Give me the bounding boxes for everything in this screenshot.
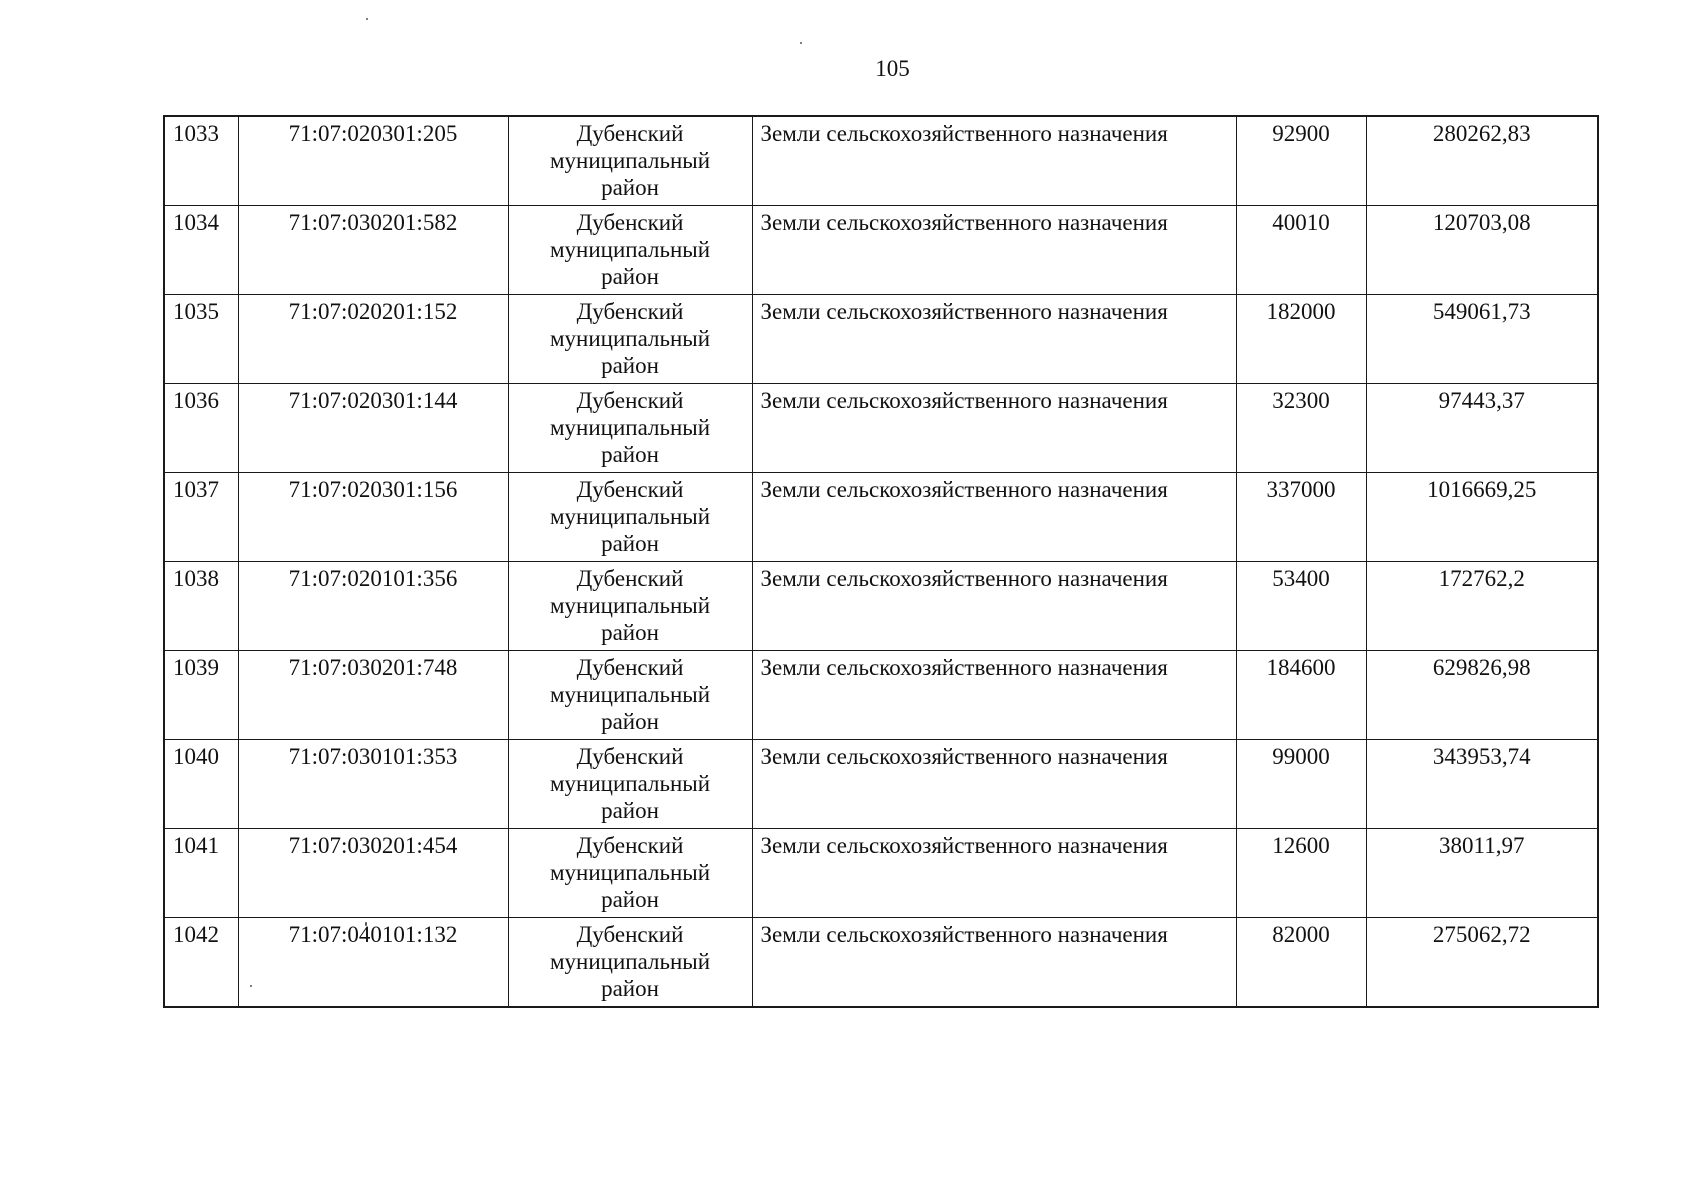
table-row (164, 562, 1598, 651)
table-row (164, 651, 1598, 740)
land-category-cell: Земли сельскохозяйственного назначения (752, 829, 1236, 918)
row-number-cell: 1033 (164, 116, 238, 206)
district-text: Дубенский муниципальный район (549, 833, 711, 912)
row-number-cell: 1040 (164, 740, 238, 829)
district-text: Дубенский муниципальный район (549, 744, 711, 823)
area-cell: 82000 (1236, 918, 1366, 1008)
table-row (164, 473, 1598, 562)
table-row (164, 206, 1598, 295)
row-number-cell: 1038 (164, 562, 238, 651)
district-text: Дубенский муниципальный район (549, 388, 711, 467)
cadastral-number-cell: 71:07:040101:132 (238, 918, 508, 1008)
district-text: Дубенский муниципальный район (549, 299, 711, 378)
district-cell (508, 116, 752, 206)
table-row (164, 740, 1598, 829)
land-category-cell: Земли сельскохозяйственного назначения (752, 651, 1236, 740)
table-body (164, 116, 1598, 1007)
cadastral-number-cell: 71:07:020201:152 (238, 295, 508, 384)
area-cell: 92900 (1236, 116, 1366, 206)
table-row (164, 295, 1598, 384)
row-number-cell: 1037 (164, 473, 238, 562)
land-category-cell: Земли сельскохозяйственного назначения (752, 562, 1236, 651)
district-cell (508, 740, 752, 829)
scan-speck (800, 42, 802, 44)
district-cell (508, 829, 752, 918)
land-category-cell: Земли сельскохозяйственного назначения (752, 384, 1236, 473)
area-cell: 184600 (1236, 651, 1366, 740)
scan-speck (366, 18, 368, 20)
land-category-cell: Земли сельскохозяйственного назначения (752, 740, 1236, 829)
district-cell (508, 918, 752, 1008)
district-cell (508, 651, 752, 740)
cadastral-number-cell: 71:07:020301:156 (238, 473, 508, 562)
area-cell: 337000 (1236, 473, 1366, 562)
district-cell (508, 295, 752, 384)
land-category-cell: Земли сельскохозяйственного назначения (752, 206, 1236, 295)
row-number-cell: 1036 (164, 384, 238, 473)
table-row (164, 384, 1598, 473)
cadastral-value-cell: 343953,74 (1366, 740, 1598, 829)
area-cell: 32300 (1236, 384, 1366, 473)
cadastral-value-cell: 280262,83 (1366, 116, 1598, 206)
table-row (164, 829, 1598, 918)
area-cell: 53400 (1236, 562, 1366, 651)
district-cell (508, 384, 752, 473)
table-row (164, 116, 1598, 206)
cadastral-number-cell: 71:07:030101:353 (238, 740, 508, 829)
area-cell: 99000 (1236, 740, 1366, 829)
district-cell (508, 473, 752, 562)
row-number-cell: 1034 (164, 206, 238, 295)
cadastral-number-cell: 71:07:020301:144 (238, 384, 508, 473)
cadastral-value-cell: 120703,08 (1366, 206, 1598, 295)
district-text: Дубенский муниципальный район (549, 121, 711, 200)
cadastral-value-cell: 172762,2 (1366, 562, 1598, 651)
district-text: Дубенский муниципальный район (549, 566, 711, 645)
land-category-cell: Земли сельскохозяйственного назначения (752, 918, 1236, 1008)
cadastral-number-cell: 71:07:030201:748 (238, 651, 508, 740)
cadastral-value-cell: 1016669,25 (1366, 473, 1598, 562)
table-row (164, 918, 1598, 1008)
area-cell: 40010 (1236, 206, 1366, 295)
cadastral-number-cell: 71:07:030201:582 (238, 206, 508, 295)
cadastral-value-cell: 97443,37 (1366, 384, 1598, 473)
district-text: Дубенский муниципальный район (549, 655, 711, 734)
area-cell: 182000 (1236, 295, 1366, 384)
cadastral-number-cell: 71:07:020101:356 (238, 562, 508, 651)
row-number-cell: 1042 (164, 918, 238, 1008)
cadastral-number-cell: 71:07:030201:454 (238, 829, 508, 918)
page-number: 105 (875, 56, 910, 81)
district-cell (508, 562, 752, 651)
land-plot-table (163, 115, 1599, 1008)
land-category-cell: Земли сельскохозяйственного назначения (752, 116, 1236, 206)
cadastral-value-cell: 275062,72 (1366, 918, 1598, 1008)
row-number-cell: 1035 (164, 295, 238, 384)
cadastral-number-cell: 71:07:020301:205 (238, 116, 508, 206)
area-cell: 12600 (1236, 829, 1366, 918)
row-number-cell: 1041 (164, 829, 238, 918)
district-cell (508, 206, 752, 295)
cadastral-value-cell: 629826,98 (1366, 651, 1598, 740)
row-number-cell: 1039 (164, 651, 238, 740)
land-category-cell: Земли сельскохозяйственного назначения (752, 473, 1236, 562)
district-text: Дубенский муниципальный район (549, 477, 711, 556)
district-text: Дубенский муниципальный район (549, 922, 711, 1001)
cadastral-value-cell: 38011,97 (1366, 829, 1598, 918)
land-category-cell: Земли сельскохозяйственного назначения (752, 295, 1236, 384)
cadastral-value-cell: 549061,73 (1366, 295, 1598, 384)
district-text: Дубенский муниципальный район (549, 210, 711, 289)
